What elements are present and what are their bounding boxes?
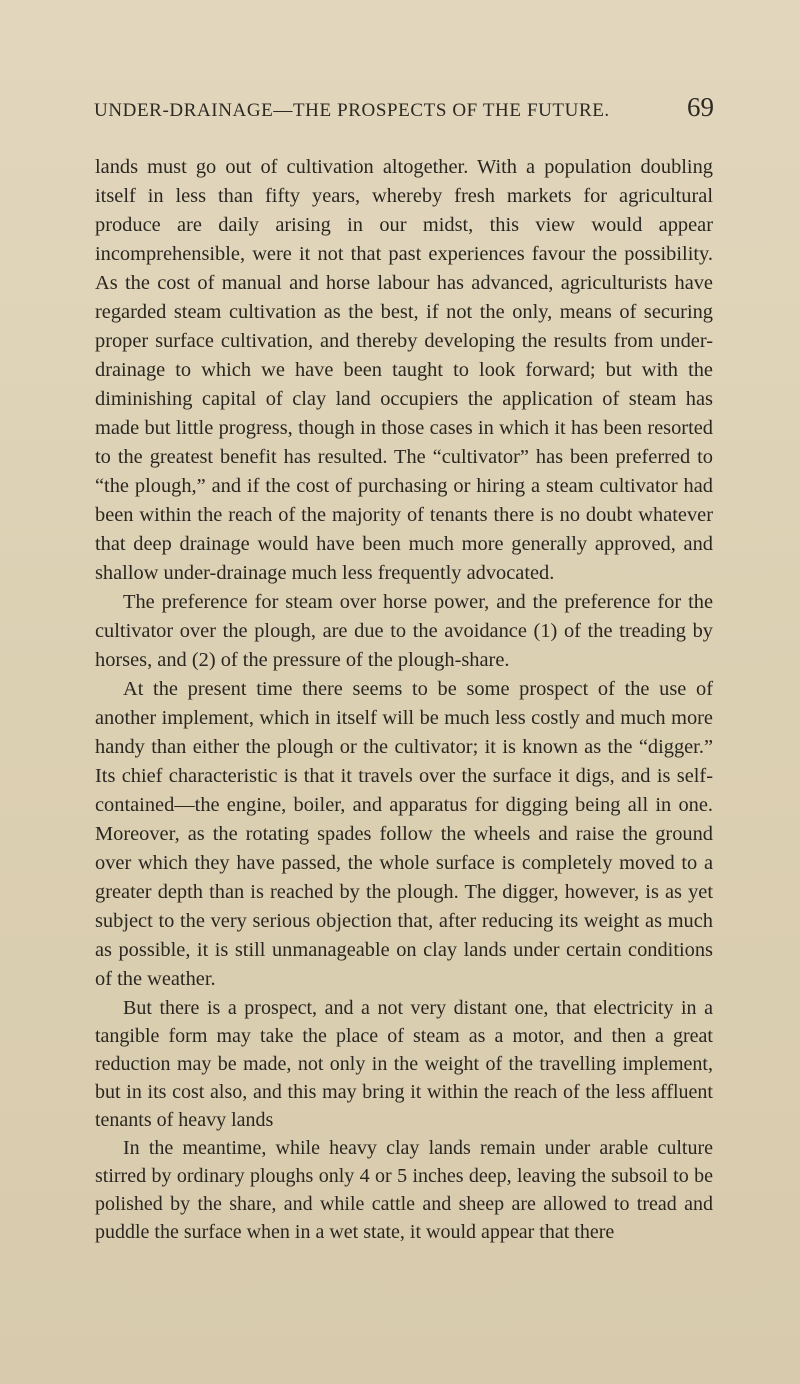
paragraph-continuation: lands must go out of cultivation altogether. With a population doubling itself in less than fifty years, whereby fresh markets for agricultural produce are daily arising in our midst, this view would appear incomprehensible, were it not that past experiences favour the possibility. As the cost of manual and horse labour has advanced, agriculturists have regarded steam cultivation as the best, if not the only, means of securing proper surface cultivation, and thereby developing the results from under-drainage to which we have been taught to look forward; but with the diminishing capital of clay land occupiers the application of steam has made but little progress, though in those cases in which it has been resorted to the greatest benefit has resulted. The “cultivator” has been preferred to “the plough,” and if the cost of purchasing or hiring a steam cultivator had been within the reach of the majority of tenants there is no doubt whatever that deep drainage would have been much more generally approved, and shallow under-drainage much less frequently advocated. (95, 156, 713, 584)
paragraph-meantime: In the meantime, while heavy clay lands remain under arable culture stirred by ordinary ploughs only 4 or 5 inches deep, leaving the subsoil to be polished by the share, and while cattle and sheep are allowed to tread and puddle the surface when in a wet state, it would appear that there (95, 1137, 713, 1243)
page-number: 69 (687, 92, 714, 122)
paragraph-digger: At the present time there seems to be some prospect of the use of another implement, which in itself will be much less costly and much more handy than either the plough or the cultivator; it is known as the “digger.” Its chief characteristic is that it travels over the surface it digs, and is self-contained—the engine, boiler, and apparatus for digging being all in one. Moreover, as the rotating spades follow the wheels and raise the ground over which they have passed, the whole surface is completely moved to a greater depth than is reached by the plough. The digger, however, is as yet subject to the very serious objection that, after reducing its weight as much as possible, it is still unmanageable on clay lands under certain conditions of the weather. (95, 678, 713, 990)
paragraph-electricity: But there is a prospect, and a not very distant one, that electricity in a tangible form may take the place of steam as a motor, and then a great reduction may be made, not only in the weight of the travelling implement, but in its cost also, and this may bring it within the reach of the less affluent tenants of heavy lands (95, 997, 713, 1131)
body-text (95, 153, 713, 1246)
running-head (94, 92, 714, 123)
paragraph-steam-preference: The preference for steam over horse power, and the preference for the cultivator over the plough, are due to the avoidance (1) of the treading by horses, and (2) of the pressure of the plough-share. (95, 591, 713, 671)
chapter-title: UNDER-DRAINAGE—THE PROSPECTS OF THE FUTURE. (94, 100, 610, 121)
